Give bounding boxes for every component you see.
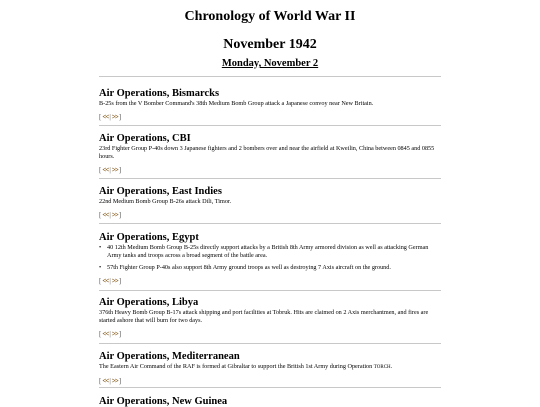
section-nav: [<<|>>] xyxy=(99,330,122,338)
section-libya xyxy=(99,297,441,338)
section-egypt xyxy=(99,232,441,285)
prev-icon[interactable]: << xyxy=(102,113,109,121)
section-nav: [<<|>>] xyxy=(99,277,122,285)
divider xyxy=(99,125,441,126)
divider xyxy=(99,343,441,344)
section-cbi xyxy=(99,133,441,174)
section-title: Air Operations, Egypt xyxy=(99,232,199,243)
prev-icon[interactable]: << xyxy=(102,211,109,219)
divider xyxy=(99,223,441,224)
next-icon[interactable]: >> xyxy=(111,211,118,219)
divider xyxy=(99,76,441,77)
section-title: Air Operations, CBI xyxy=(99,133,191,144)
section-nav: [<<|>>] xyxy=(99,377,122,385)
prev-icon[interactable]: << xyxy=(102,166,109,174)
next-icon[interactable]: >> xyxy=(111,330,118,338)
month-heading: November 1942 xyxy=(223,37,317,52)
prev-icon[interactable]: << xyxy=(102,277,109,285)
operation-name: TORCH xyxy=(373,365,391,370)
section-nav: [<<|>>] xyxy=(99,211,122,219)
section-mediterranean xyxy=(99,351,441,385)
section-new-guinea xyxy=(99,396,441,407)
section-text: 376th Heavy Bomb Group B-17s attack shipping and port facilities at Tobruk. Hits are claimed on 2 Axis merchantmen, and fires are started ashore that will burn for two days. xyxy=(99,309,429,324)
section-text: 22nd Medium Bomb Group B-26s attack Dili, Timor. xyxy=(99,198,232,205)
section-text: The Eastern Air Command of the RAF is formed at Gibraltar to support the British 1st Army during Operation TORCH. xyxy=(99,363,393,370)
section-title: Air Operations, East Indies xyxy=(99,186,222,197)
section-title: Air Operations, New Guinea xyxy=(99,396,228,407)
section-text: 23rd Fighter Group P-40s down 3 Japanese fighters and 2 bombers over and near the airfield at Kweilin, China between 0845 and 0855 hours. xyxy=(99,145,435,160)
next-icon[interactable]: >> xyxy=(111,166,118,174)
section-east-indies xyxy=(99,186,441,219)
divider xyxy=(99,178,441,179)
section-title: Air Operations, Libya xyxy=(99,297,199,308)
next-icon[interactable]: >> xyxy=(111,377,118,385)
prev-icon[interactable]: << xyxy=(102,330,109,338)
list-item: • 40 12th Medium Bomb Group B-25s directly support attacks by a British 8th Army armored division as well as attacking German Army tanks and troops across a broad segment of the battle area. xyxy=(99,244,441,260)
section-title: Air Operations, Bismarcks xyxy=(99,88,220,99)
section-text: B-25s from the V Bomber Command's 38th Medium Bomb Group attack a Japanese convoy near New Britain. xyxy=(99,100,374,107)
next-icon[interactable]: >> xyxy=(111,113,118,121)
section-title: Air Operations, Mediterranean xyxy=(99,351,240,362)
day-heading[interactable]: Monday, November 2 xyxy=(221,58,319,69)
divider xyxy=(99,290,441,291)
page-title: Chronology of World War II xyxy=(184,9,356,24)
section-nav: [<<|>>] xyxy=(99,113,122,121)
next-icon[interactable]: >> xyxy=(111,277,118,285)
divider xyxy=(99,387,441,388)
section-nav: [<<|>>] xyxy=(99,166,122,174)
prev-icon[interactable]: << xyxy=(102,377,109,385)
section-bismarcks xyxy=(99,88,441,121)
list-item: • 57th Fighter Group P-40s also support 8th Army ground troops as well as destroying 7 Axis aircraft on the ground. xyxy=(99,264,441,272)
